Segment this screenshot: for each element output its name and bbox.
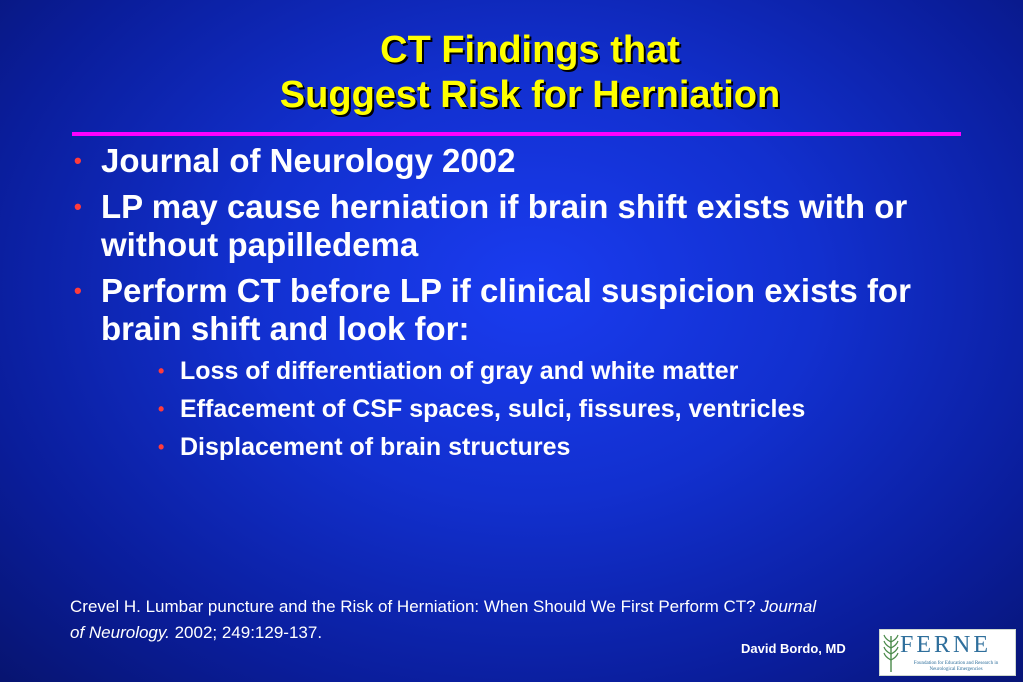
- bullet-dot-icon: •: [74, 278, 82, 303]
- bullet-item: [68, 188, 968, 264]
- title-line-1: CT Findings that: [380, 29, 680, 71]
- sub-bullet-text: Effacement of CSF spaces, sulci, fissures, ventricles: [180, 395, 806, 423]
- bullet-dot-icon: •: [74, 148, 82, 173]
- bullet-dot-icon: •: [74, 194, 82, 219]
- sub-bullet-item: [156, 356, 968, 386]
- logo-wordmark: FERNE: [900, 632, 992, 658]
- bullet-list: [68, 142, 968, 470]
- slide-title: [0, 28, 1023, 118]
- logo-tagline: Foundation for Education and Research in Neurological Emergencies: [913, 661, 999, 672]
- citation-journal: Journal of Neurology.: [70, 597, 817, 642]
- bullet-text: Journal of Neurology 2002: [101, 142, 516, 179]
- title-divider: [72, 132, 961, 136]
- bullet-dot-icon: •: [158, 361, 165, 381]
- citation: [70, 594, 830, 646]
- bullet-text: Perform CT before LP if clinical suspicion exists for brain shift and look for:: [101, 272, 911, 347]
- sub-bullet-item: [156, 432, 968, 462]
- sub-bullet-list: [156, 356, 968, 462]
- bullet-dot-icon: •: [158, 437, 165, 457]
- title-line-2: Suggest Risk for Herniation: [279, 74, 781, 116]
- bullet-text: LP may cause herniation if brain shift exists with or without papilledema: [101, 188, 908, 263]
- citation-text: Crevel H. Lumbar puncture and the Risk of Herniation: When Should We First Perform CT?: [70, 597, 761, 616]
- sub-bullet-text: Loss of differentiation of gray and white matter: [180, 357, 739, 385]
- sub-bullet-text: Displacement of brain structures: [180, 433, 571, 461]
- bullet-dot-icon: •: [158, 399, 165, 419]
- author-credit: David Bordo, MD: [741, 641, 846, 656]
- ferne-logo: [879, 629, 1016, 676]
- bullet-item: [68, 142, 968, 180]
- sub-bullet-item: [156, 394, 968, 424]
- palm-leaf-icon: [883, 634, 899, 672]
- bullet-item: [68, 272, 968, 348]
- citation-details: 2002; 249:129-137.: [169, 623, 323, 642]
